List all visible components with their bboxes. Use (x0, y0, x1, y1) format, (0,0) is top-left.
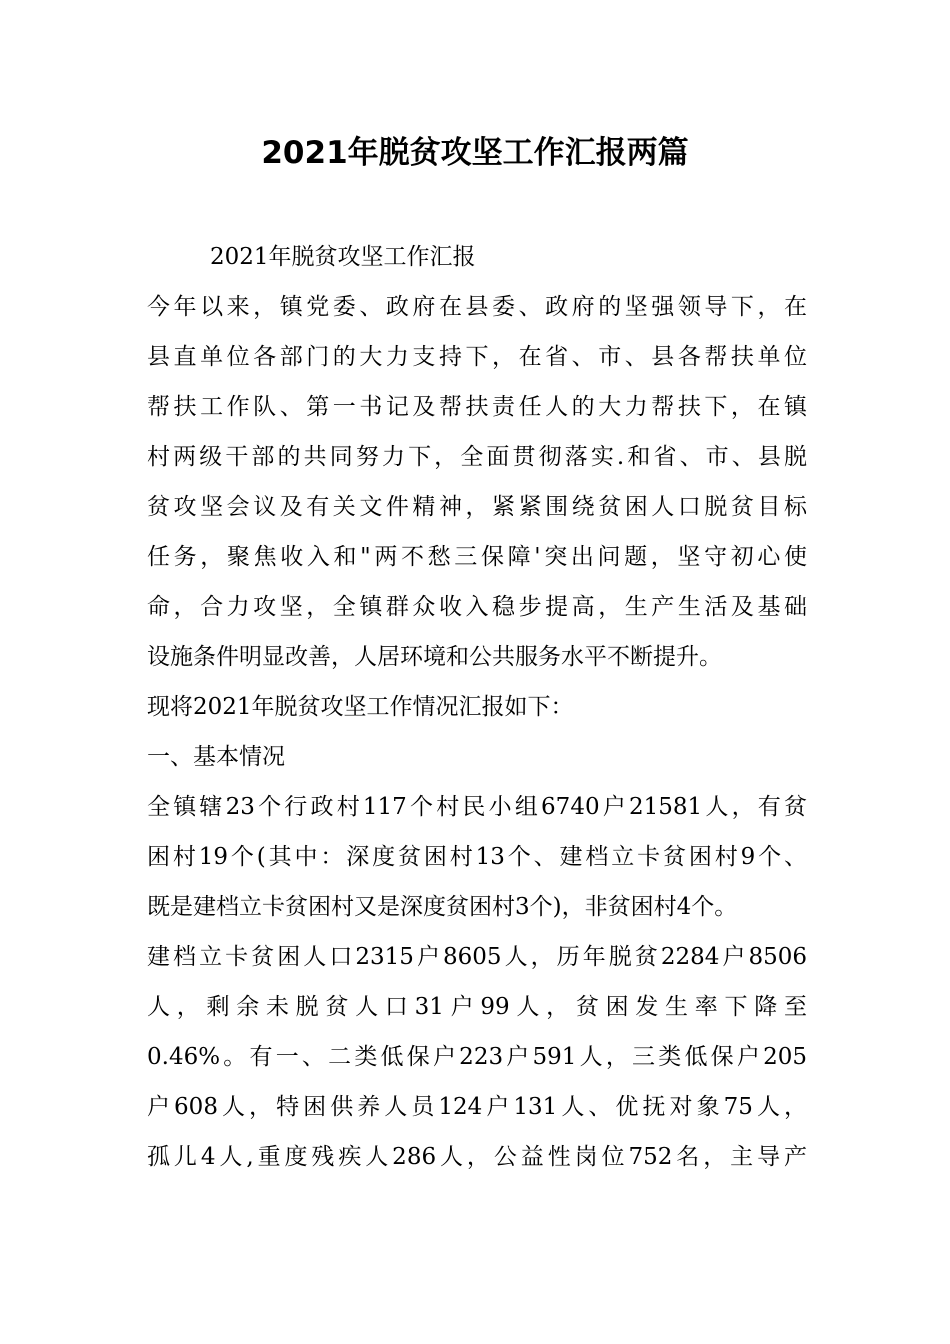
text-line: 困村19个(其中：深度贫困村13个、建档立卡贫困村9个、 (147, 844, 807, 870)
text-line: 贫攻坚会议及有关文件精神，紧紧围绕贫困人口脱贫目标 (147, 494, 807, 520)
text-line: 户608人，特困供养人员124户131人、优抚对象75人， (147, 1094, 807, 1120)
document-body (147, 232, 827, 1182)
text-line: 既是建档立卡贫困村又是深度贫困村3个)，非贫困村4个。 (147, 894, 738, 920)
text-line: 帮扶工作队、第一书记及帮扶责任人的大力帮扶下，在镇 (147, 394, 807, 420)
text-line: 建档立卡贫困人口2315户8605人，历年脱贫2284户8506 (147, 944, 807, 970)
text-line: 0.46%。有一、二类低保户223户591人，三类低保户205 (147, 1044, 807, 1070)
text-line: 任务，聚焦收入和"两不愁三保障'突出问题，坚守初心使 (147, 544, 807, 570)
text-line: 今年以来，镇党委、政府在县委、政府的坚强领导下，在 (147, 294, 807, 320)
text-line: 设施条件明显改善，人居环境和公共服务水平不断提升。 (147, 644, 722, 670)
document-title: 2021年脱贫攻坚工作汇报两篇 (261, 135, 689, 171)
subtitle-line: 2021年脱贫攻坚工作汇报 (210, 244, 476, 270)
text-line: 全镇辖23个行政村117个村民小组6740户21581人，有贫 (147, 794, 807, 820)
text-line: 县直单位各部门的大力支持下，在省、市、县各帮扶单位 (147, 344, 807, 370)
text-line: 现将2021年脱贫攻坚工作情况汇报如下： (147, 694, 574, 720)
text-line: 孤儿4人,重度残疾人286人，公益性岗位752名，主导产 (147, 1144, 807, 1170)
text-line: 村两级干部的共同努力下，全面贯彻落实.和省、市、县脱 (147, 444, 807, 470)
section-heading: 一、基本情况 (147, 744, 285, 770)
text-line: 人，剩余未脱贫人口31户99人，贫困发生率下降至 (147, 994, 807, 1020)
text-line: 命，合力攻坚，全镇群众收入稳步提高，生产生活及基础 (147, 594, 807, 620)
